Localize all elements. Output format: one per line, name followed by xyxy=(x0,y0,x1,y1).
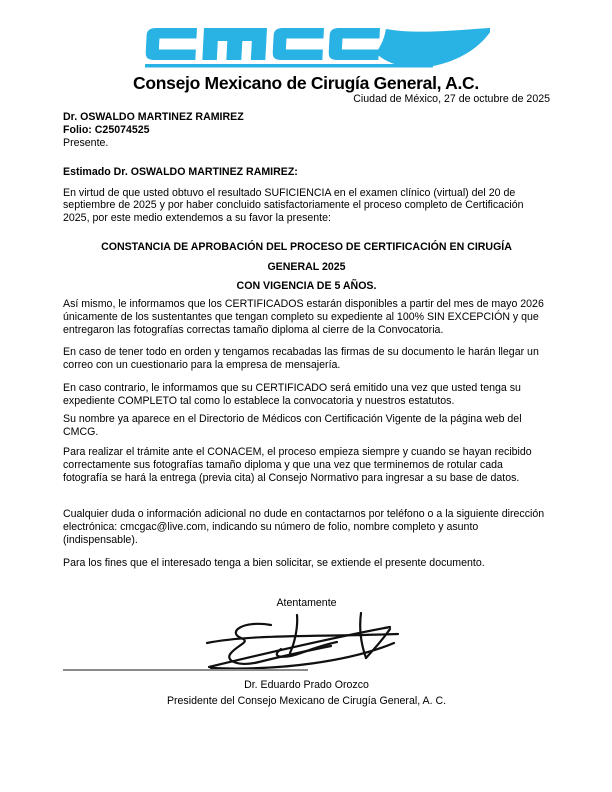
recipient-name: Dr. OSWALDO MARTINEZ RAMIREZ xyxy=(63,110,244,123)
letter-body xyxy=(63,93,550,708)
signer-name: Dr. Eduardo Prado Orozco xyxy=(244,679,369,692)
signature-line xyxy=(63,669,308,672)
body-paragraph-conacem: Para realizar el trámite ante el CONACEM, el proceso empieza siempre y cuando se hayan recibido correctamente sus fotografías tamaño diploma y que una vez que terminemos de rotular cada fotografía se hará la entrega (previa cita) al Consejo Normativo para ingresar a su base de datos. xyxy=(63,446,532,485)
signer-title: Presidente del Consejo Mexicano de Cirugía General, A. C. xyxy=(166,694,447,707)
salutation: Estimado Dr. OSWALDO MARTINEZ RAMIREZ: xyxy=(63,165,298,178)
body-paragraph-orden: En caso de tener todo en orden y tengamos recabadas las firmas de su documento le harán llegar un correo con un cuestionario para la empresa de mensajería. xyxy=(63,345,539,371)
signature-block xyxy=(63,612,550,708)
organization-title: Consejo Mexicano de Cirugía General, A.C. xyxy=(133,73,479,93)
intro-paragraph: En virtud de que usted obtuvo el resultado SUFICIENCIA en el examen clínico (virtual) del 20 de septiembre de 2025 y por haber concluido satisfactoriamente el proceso completo de Certificación 2025, por este medio extendemos a su favor la presente: xyxy=(63,186,524,225)
certificate-heading-line-1: CONSTANCIA DE APROBACIÓN DEL PROCESO DE CERTIFICACIÓN EN CIRUGÍA xyxy=(101,241,512,254)
certificate-heading xyxy=(63,238,550,296)
letterhead xyxy=(0,28,612,93)
signature-scribble-icon xyxy=(191,612,423,669)
recipient-presente: Presente. xyxy=(63,136,109,149)
body-paragraph-directorio: Su nombre ya aparece en el Directorio de Médicos con Certificación Vigente de la página web del CMCG. xyxy=(63,413,522,439)
cmcg-logo-icon xyxy=(145,28,490,72)
body-paragraph-contrario: En caso contrario, le informamos que su CERTIFICADO será emitido una vez que usted tenga su expediente COMPLETO tal como lo establece la convocatoria y nuestros estatutos. xyxy=(63,381,521,407)
body-paragraph-fines: Para los fines que el interesado tenga a bien solicitar, se extiende el presente documento. xyxy=(63,556,485,569)
body-paragraph-contacto: Cualquier duda o información adicional no dude en contactarnos por teléfono o a la siguiente dirección electrónica: cmcgac@live.com, indicando su número de folio, nombre completo y asunto (indispensable). xyxy=(63,508,545,546)
closing-salutation: Atentamente xyxy=(276,596,337,609)
recipient-folio: Folio: C25074525 xyxy=(63,123,150,136)
cmcg-logo xyxy=(145,28,490,72)
certificate-heading-line-3: CON VIGENCIA DE 5 AÑOS. xyxy=(236,279,377,292)
dateline: Ciudad de México, 27 de octubre de 2025 xyxy=(353,93,550,105)
body-paragraph-certificados: Así mismo, le informamos que los CERTIFICADOS estarán disponibles a partir del mes de mayo 2026 únicamente de los sustentantes que tengan completo su expediente al 100% SIN EXCEPCIÓN y que entregaron las fotografías correctas tamaño diploma al cierre de la Convocatoria. xyxy=(63,298,544,336)
certificate-heading-line-2: GENERAL 2025 xyxy=(267,260,346,273)
